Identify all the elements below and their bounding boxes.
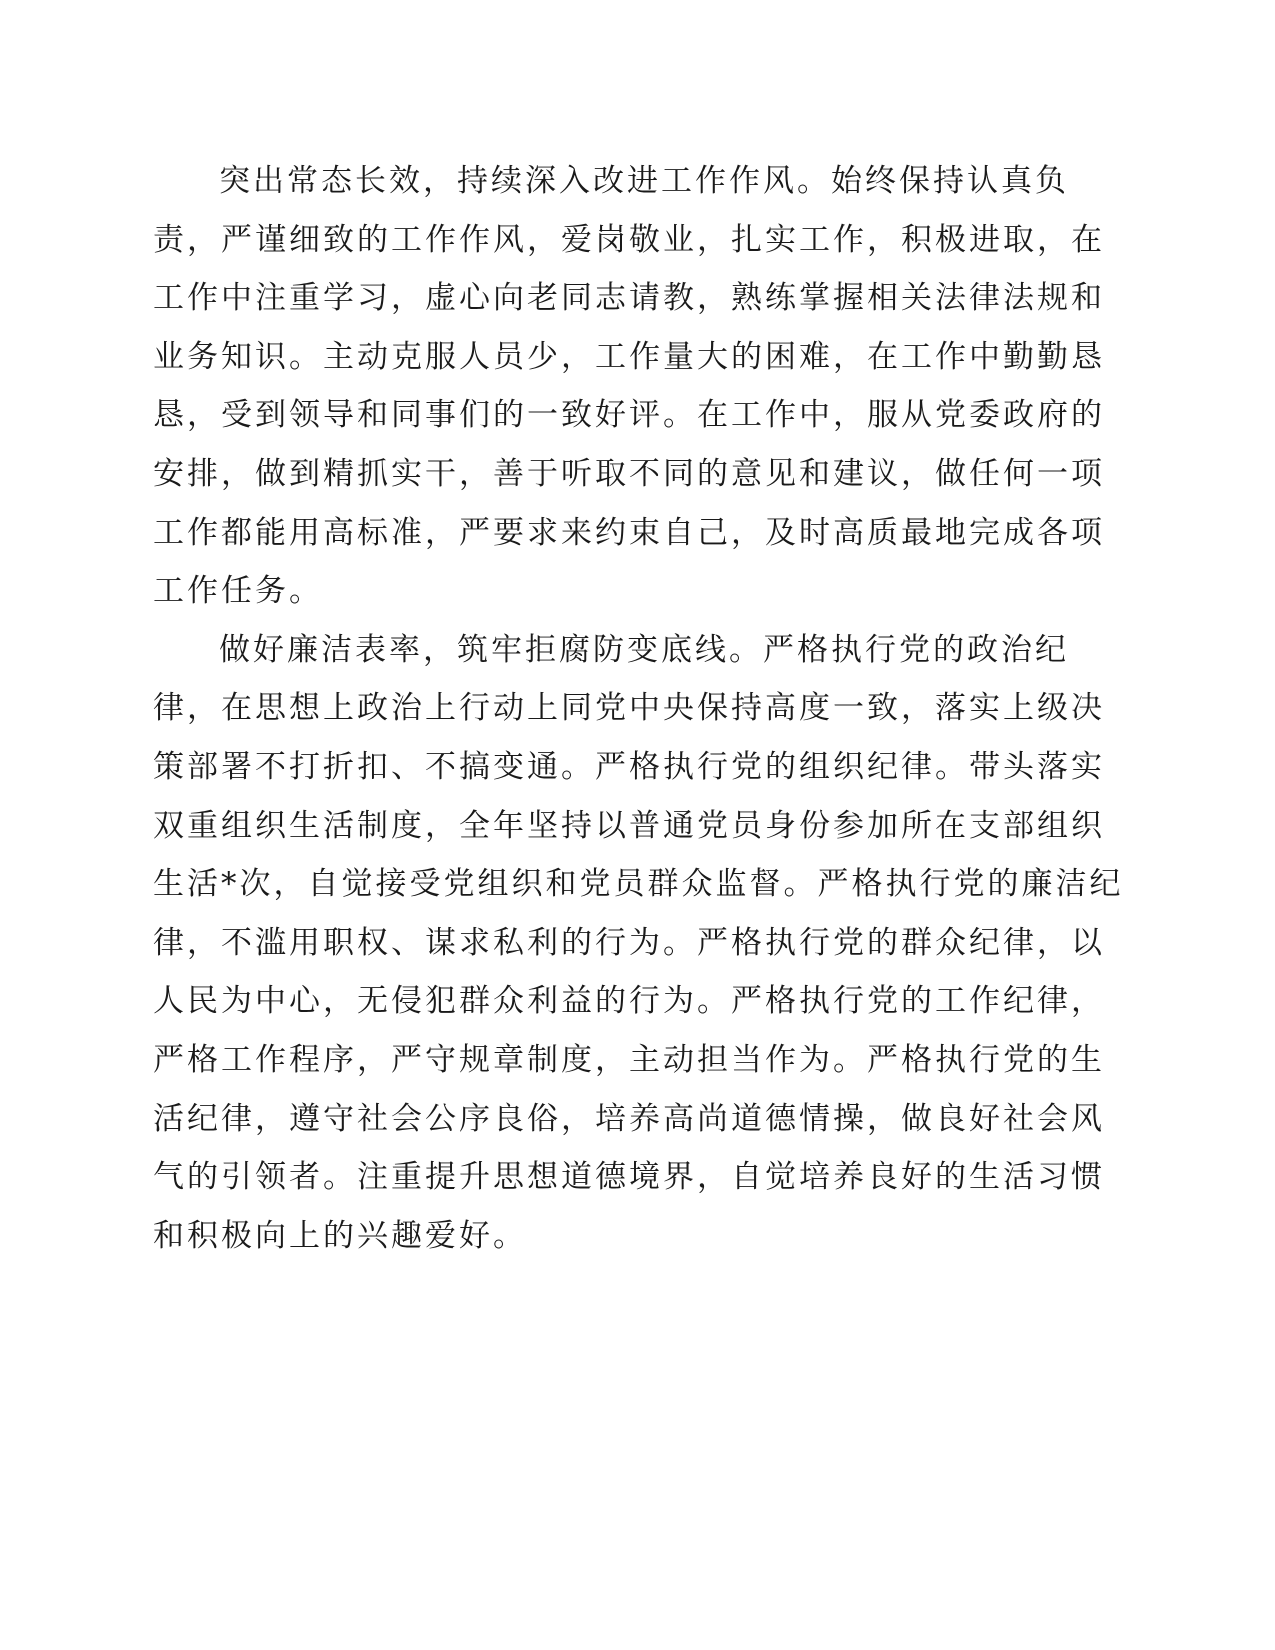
paragraph-line: 工作中注重学习，虚心向老同志请教，熟练掌握相关法律法规和 (153, 280, 1105, 317)
paragraph-line: 策部署不打折扣、不搞变通。严格执行党的组织纪律。带头落实 (153, 748, 1105, 785)
paragraph-line: 业务知识。主动克服人员少，工作量大的困难，在工作中勤勤恳 (153, 338, 1105, 375)
paragraph-line: 活纪律，遵守社会公序良俗，培养高尚道德情操，做良好社会风 (153, 1100, 1105, 1137)
paragraph-line: 人民为中心，无侵犯群众利益的行为。严格执行党的工作纪律， (153, 983, 1105, 1020)
paragraph-line: 生活*次，自觉接受党组织和党员群众监督。严格执行党的廉洁纪 (153, 866, 1124, 903)
paragraph-line: 安排，做到精抓实干，善于听取不同的意见和建议，做任何一项 (153, 455, 1105, 492)
paragraph-line: 做好廉洁表率，筑牢拒腐防变底线。严格执行党的政治纪 (219, 631, 1069, 668)
paragraph-line: 突出常态长效，持续深入改进工作作风。始终保持认真负 (219, 163, 1069, 199)
paragraph-line: 律，在思想上政治上行动上同党中央保持高度一致，落实上级决 (153, 690, 1105, 727)
paragraph-line: 责，严谨细致的工作作风，爱岗敬业，扎实工作，积极进取，在 (153, 221, 1105, 258)
paragraph-line: 气的引领者。注重提升思想道德境界，自觉培养良好的生活习惯 (153, 1159, 1105, 1196)
paragraph-line: 严格工作程序，严守规章制度，主动担当作为。严格执行党的生 (153, 1041, 1105, 1078)
paragraph-line: 双重组织生活制度，全年坚持以普通党员身份参加所在支部组织 (153, 807, 1105, 844)
paragraph-line: 律，不滥用职权、谋求私利的行为。严格执行党的群众纪律，以 (153, 924, 1105, 961)
paragraph-line: 恳，受到领导和同事们的一致好评。在工作中，服从党委政府的 (153, 397, 1105, 434)
document-body (153, 152, 1133, 1265)
paragraph-line: 工作任务。 (153, 573, 323, 610)
paragraph-line: 和积极向上的兴趣爱好。 (153, 1217, 527, 1254)
paragraph-line: 工作都能用高标准，严要求来约束自己，及时高质最地完成各项 (153, 514, 1105, 551)
paragraph-integrity (153, 621, 1133, 1266)
paragraph-work-style (153, 152, 1133, 621)
